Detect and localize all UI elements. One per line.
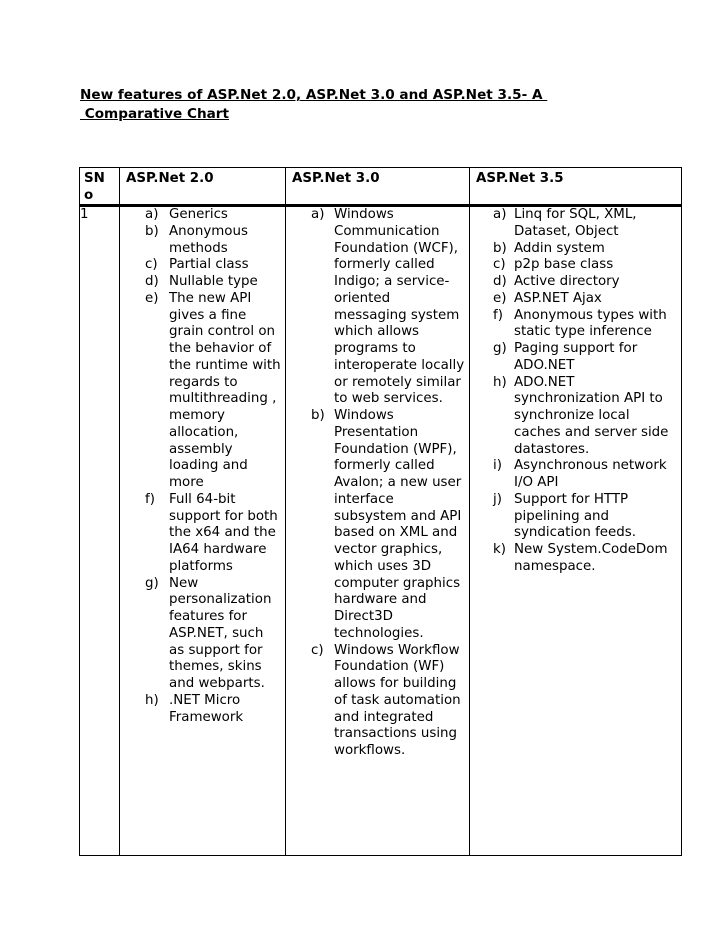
list-item-marker: g) — [145, 575, 159, 591]
list-item-text: ASP.NET Ajax — [514, 290, 602, 306]
list-item-marker: a) — [311, 207, 325, 222]
list-item-marker: f) — [145, 491, 155, 507]
list-item — [120, 492, 285, 576]
document-title-line-2: Comparative Chart — [80, 106, 229, 122]
list-item-text: Windows Presentation Foundation (WPF), formerly called Avalon; a new user interface subsystem and API based on XML and vector graphics, which uses 3D computer graphics hardware and Direct3D technologies. — [334, 408, 462, 641]
list-item-text: The new API gives a fine grain control on the behavior of the runtime with regards to multithreading , memory allocation, assembly loading and more — [169, 290, 281, 490]
list-item-text: Windows Workflow Foundation (WF) allows for building of task automation and integrated transactions using workflows. — [334, 642, 461, 758]
list-item — [470, 241, 681, 258]
header-asp-net-3-0 — [286, 168, 470, 206]
header-asp-net-3-5-label: ASP.Net 3.5 — [476, 171, 564, 186]
list-item-marker: j) — [493, 491, 502, 507]
list-item-marker: d) — [493, 274, 507, 289]
list-item — [470, 257, 681, 274]
header-asp-net-2-0-label: ASP.Net 2.0 — [126, 171, 214, 186]
list-item-text: p2p base class — [514, 257, 614, 273]
comparison-table — [79, 167, 682, 856]
list-item-text: New personalization features for ASP.NET, such as support for themes, skins and webparts. — [169, 575, 272, 691]
list-item-text: Anonymous methods — [169, 223, 248, 256]
list-item — [120, 257, 285, 274]
list-item-text: Anonymous types with static type inference — [514, 307, 667, 340]
list-item-marker: h) — [493, 374, 507, 390]
list-item-text: Windows Communication Foundation (WCF), formerly called Indigo; a service-oriented messaging system which allows programs to interoperate locally or remotely similar to web services. — [334, 207, 465, 407]
list-item-marker: a) — [493, 207, 507, 222]
list-item-marker: k) — [493, 542, 506, 557]
list-item-marker: h) — [145, 692, 159, 708]
list-item — [120, 274, 285, 291]
list-item — [286, 408, 469, 643]
list-item — [286, 643, 469, 760]
list-item — [120, 291, 285, 492]
list-item-text: Paging support for ADO.NET — [514, 341, 638, 373]
list-item — [470, 375, 681, 459]
list-item — [470, 341, 681, 375]
list-item-text: Active directory — [514, 274, 620, 289]
list-item-marker: b) — [493, 240, 507, 256]
header-asp-net-3-0-label: ASP.Net 3.0 — [292, 171, 380, 186]
list-item-text: Nullable type — [169, 274, 258, 289]
list-item — [470, 542, 681, 576]
asp-net-2-0-feature-list — [120, 207, 285, 726]
header-sno-label: SN o — [84, 171, 105, 203]
document-title — [80, 86, 547, 124]
list-item — [120, 693, 285, 727]
list-item-marker: i) — [493, 458, 502, 474]
list-item — [470, 207, 681, 241]
header-asp-net-2-0 — [120, 168, 286, 206]
list-item-marker: g) — [493, 341, 507, 356]
list-item-text: Addin system — [514, 240, 605, 256]
document-title-line-1: New features of ASP.Net 2.0, ASP.Net 3.0 and ASP.Net 3.5- A — [80, 87, 548, 103]
list-item — [120, 224, 285, 258]
asp-net-3-5-feature-list — [470, 207, 681, 576]
list-item-text: .NET Micro Framework — [169, 692, 244, 725]
row-sno: 1 — [80, 207, 89, 222]
list-item-text: New System.CodeDom namespace. — [514, 542, 668, 574]
list-item-marker: c) — [145, 257, 158, 273]
list-item — [470, 291, 681, 308]
header-row — [80, 168, 682, 206]
list-item — [470, 308, 681, 342]
list-item — [286, 207, 469, 408]
list-item-marker: f) — [493, 307, 503, 323]
asp-net-3-0-feature-list — [286, 207, 469, 760]
list-item-text: Support for HTTP pipelining and syndication feeds. — [514, 491, 637, 541]
header-asp-net-3-5 — [470, 168, 682, 206]
list-item-text: Linq for SQL, XML, Dataset, Object — [514, 207, 637, 239]
asp-net-3-0-cell — [286, 206, 470, 856]
list-item-text: Partial class — [169, 257, 249, 273]
list-item-text: Asynchronous network I/O API — [514, 458, 667, 490]
list-item — [470, 274, 681, 291]
list-item-text: Full 64-bit support for both the x64 and the IA64 hardware platforms — [169, 491, 278, 574]
list-item-marker: b) — [311, 408, 325, 423]
list-item-marker: c) — [493, 257, 506, 273]
list-item — [120, 207, 285, 224]
asp-net-2-0-cell — [120, 206, 286, 856]
list-item-marker: b) — [145, 223, 159, 239]
header-sno — [80, 168, 120, 206]
list-item-marker: c) — [311, 642, 324, 658]
list-item-marker: d) — [145, 274, 159, 289]
list-item — [470, 492, 681, 542]
asp-net-3-5-cell — [470, 206, 682, 856]
row-sno-cell — [80, 206, 120, 856]
list-item-marker: e) — [493, 290, 507, 306]
list-item-text: ADO.NET synchronization API to synchronize local caches and server side datastores. — [514, 374, 669, 457]
list-item-text: Generics — [169, 207, 228, 222]
list-item — [120, 576, 285, 693]
table-row — [80, 206, 682, 856]
list-item-marker: a) — [145, 207, 159, 222]
list-item — [470, 458, 681, 492]
list-item-marker: e) — [145, 290, 159, 306]
